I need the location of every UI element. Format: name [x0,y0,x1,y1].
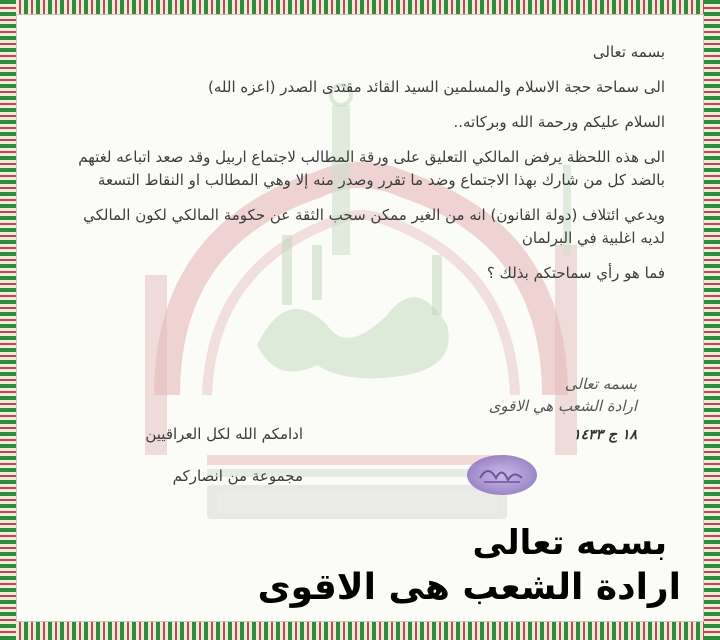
border-right [704,0,720,640]
closing-signature: مجموعة من انصاركم [172,467,303,485]
handwritten-answer: ارادة الشعب هي الاقوى [488,397,637,415]
letter-closing [43,425,303,485]
border-left [0,0,16,640]
headline-caption [161,521,681,611]
letter-body [65,41,665,285]
closing-blessing: ادامكم الله لكل العراقيين [145,425,303,443]
handwritten-date: ١٨ ج ١٤٣٣ [573,427,637,443]
headline-slogan: ارادة الشعب هى الاقوى [257,567,681,608]
handwritten-reply [427,375,637,443]
border-top [0,0,720,14]
letter-basmala: بسمه تعالى [592,43,665,61]
headline-basmala: بسمه تعالى [472,523,667,563]
letter-paragraph-demands: الى هذه اللحظة يرفض المالكي التعليق على ورقة المطالب لاجتماع اربيل وقد صعد اتباعه لغتهم بالضد كل من شارك بهذا الاجتماع وضد ما تقرر وصدر منه إلا وهي المطالب او النقاط التسعة [78,148,665,189]
letter-question: فما هو رأي سماحتكم بذلك ؟ [486,264,665,282]
handwritten-basmala: بسمه تعالى [564,375,637,393]
border-bottom [0,622,720,640]
letter-addressee: الى سماحة حجة الاسلام والمسلمين السيد القائد مقتدى الصدر (اعزه الله) [208,78,665,96]
letter-salutation: السلام عليكم ورحمة الله وبركاته.. [453,113,665,131]
letter-paper [16,14,704,622]
seal-stamp-icon [467,455,537,495]
letter-paragraph-coalition: ويدعي ائتلاف (دولة القانون) انه من الغير ممكن سحب الثقة عن حكومة المالكي لكون المالكي لديه اغلبية في البرلمان [83,206,665,247]
